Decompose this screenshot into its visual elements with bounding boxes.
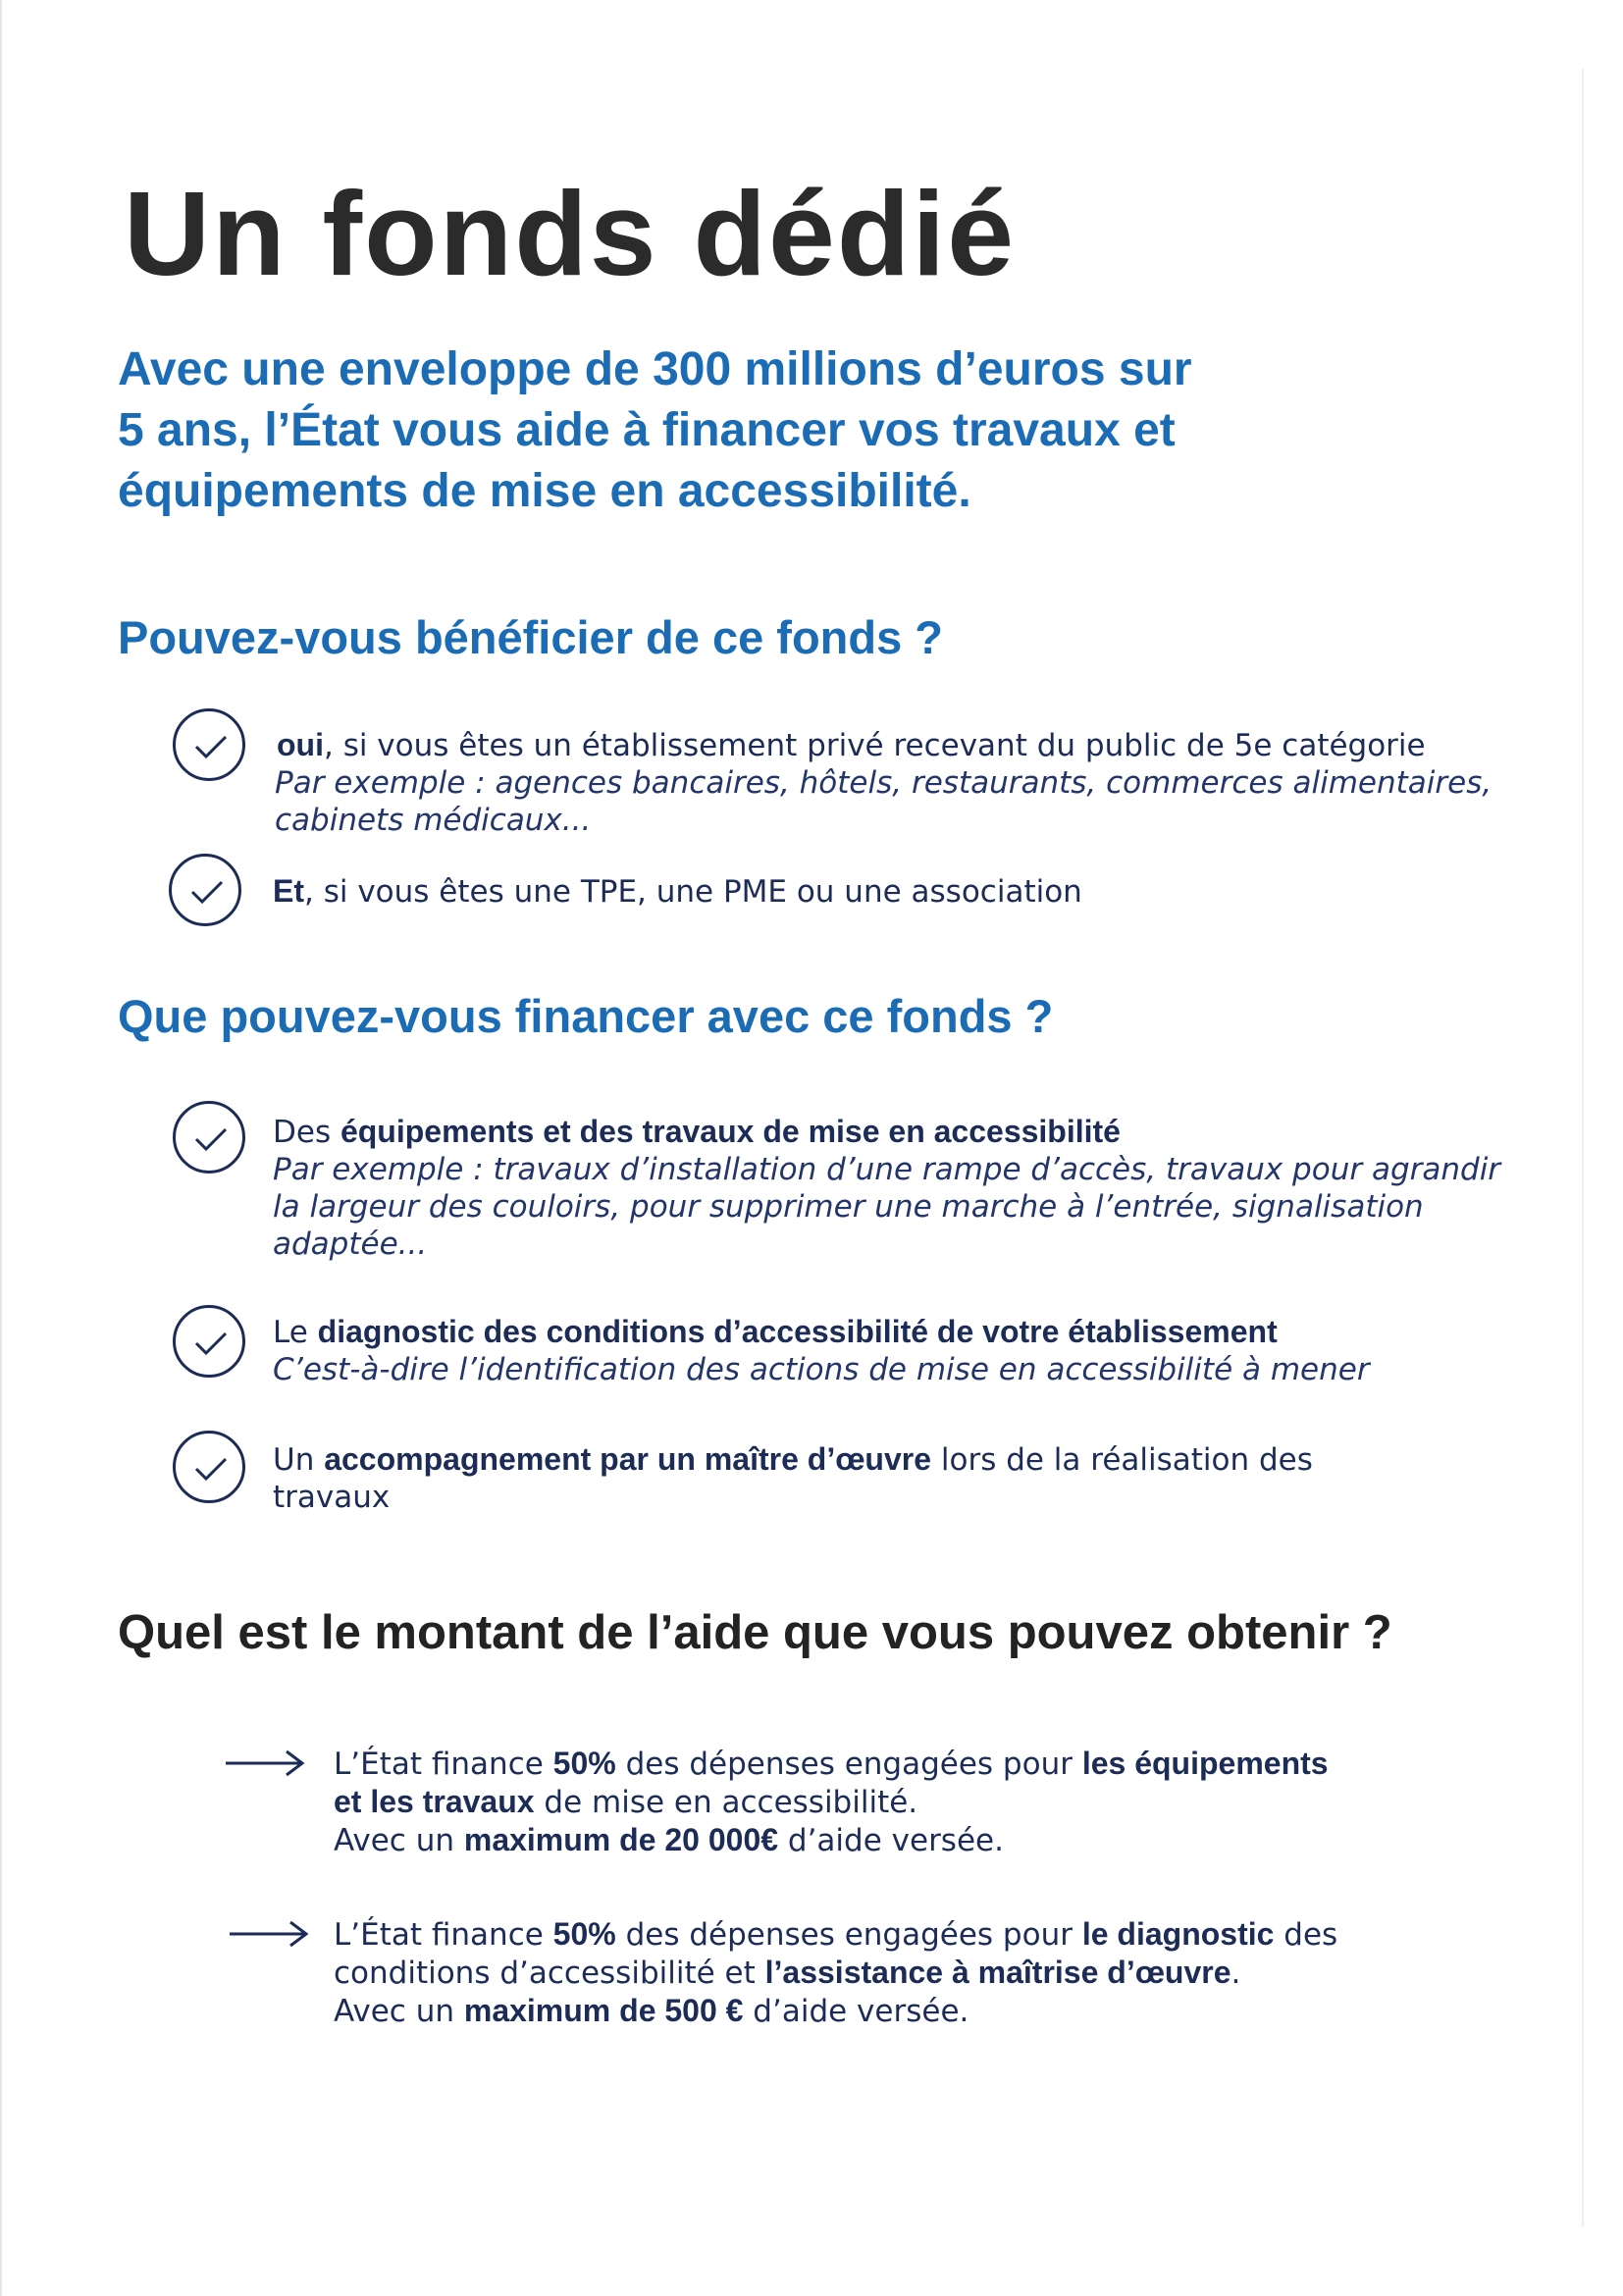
amount-item-2-b4: maximum de 500 € [463,1993,744,2028]
eligibility-item-1-bold: oui [277,727,324,762]
financing-item-3-line-2: travaux [273,1480,391,1515]
amount-item-2-t3: des [1274,1917,1338,1953]
amount-item-1-b3: et les travaux [334,1784,535,1819]
section-heading-eligibility: Pouvez-vous bénéficier de ce fonds ? [118,611,943,663]
eligibility-item-1-example-1: Par exemple : agences bancaires, hôtels, restaurants, commerces alimentaires, [275,765,1492,801]
financing-item-3 [273,1440,1313,1516]
financing-item-3-post: lors de la réalisation des [931,1442,1313,1478]
lead-line-1: Avec une enveloppe de 300 millions d’euros sur [118,343,1192,395]
financing-item-3-bold: accompagnement par un maître d’œuvre [324,1441,932,1477]
scan-edge-left [0,0,2,2296]
section-heading-amount: Quel est le montant de l’aide que vous pouvez obtenir ? [118,1606,1392,1659]
financing-item-1-pre: Des [273,1115,340,1150]
check-circle-icon [169,854,241,926]
financing-item-3-pre: Un [273,1442,325,1478]
amount-item-2-b3: l’assistance à maîtrise d’œuvre [764,1955,1231,1990]
eligibility-item-2-bold: Et [273,873,304,909]
check-circle-icon [173,1431,245,1503]
financing-item-1-example-1: Par exemple : travaux d’installation d’une rampe d’accès, travaux pour agrandir [273,1152,1501,1187]
arrow-right-icon [228,1919,310,1949]
financing-item-1-bold: équipements et des travaux de mise en accessibilité [340,1114,1121,1149]
amount-item-2-t1: L’État finance [334,1917,553,1953]
eligibility-item-1-example-2: cabinets médicaux... [275,803,592,838]
page-title: Un fonds dédié [124,167,1017,300]
eligibility-item-1 [277,726,1492,839]
scan-edge-right [1582,69,1584,2227]
eligibility-item-1-text: , si vous êtes un établissement privé recevant du public de 5e catégorie [323,728,1426,763]
amount-item-2 [334,1915,1337,2030]
arrow-right-icon [224,1748,306,1778]
financing-item-1-example-2: la largeur des couloirs, pour supprimer une marche à l’entrée, signalisation [273,1189,1424,1225]
amount-item-2-t6: Avec un [334,1994,464,2029]
amount-item-1-t1: L’État finance [334,1747,553,1782]
lead-paragraph [118,339,1393,522]
amount-item-1-t2: des dépenses engagées pour [615,1747,1082,1782]
amount-item-2-t2: des dépenses engagées pour [615,1917,1082,1953]
amount-item-2-t7: d’aide versée. [743,1994,969,2029]
amount-item-2-t4: conditions d’accessibilité et [334,1956,765,1991]
financing-item-2-pre: Le [273,1315,318,1350]
amount-item-1-b1: 50% [552,1746,616,1781]
eligibility-item-2 [273,872,1082,911]
amount-item-1-b2: les équipements [1081,1746,1329,1781]
amount-item-2-b1: 50% [552,1916,616,1952]
amount-item-1-t5: d’aide versée. [778,1823,1004,1858]
check-circle-icon [173,708,245,781]
financing-item-1 [273,1113,1500,1263]
financing-item-1-example-3: adaptée... [273,1226,428,1262]
check-circle-icon [173,1101,245,1174]
amount-item-1-t4: Avec un [334,1823,464,1858]
section-heading-financing: Que pouvez-vous financer avec ce fonds ? [118,990,1054,1042]
amount-item-2-b2: le diagnostic [1081,1916,1275,1952]
lead-line-2: 5 ans, l’État vous aide à financer vos travaux et [118,404,1176,456]
amount-item-1-t3: de mise en accessibilité. [534,1785,918,1820]
financing-item-2-bold: diagnostic des conditions d’accessibilité de votre établissement [317,1314,1278,1349]
amount-item-1-b4: maximum de 20 000€ [463,1822,779,1857]
lead-line-3: équipements de mise en accessibilité. [118,465,971,517]
eligibility-item-2-text: , si vous êtes une TPE, une PME ou une association [304,874,1082,910]
financing-item-2 [273,1313,1370,1388]
amount-item-1 [334,1745,1329,1859]
check-circle-icon [173,1305,245,1378]
financing-item-2-example-1: C’est-à-dire l’identification des actions de mise en accessibilité à mener [273,1352,1370,1387]
amount-item-2-t5: . [1230,1956,1241,1991]
